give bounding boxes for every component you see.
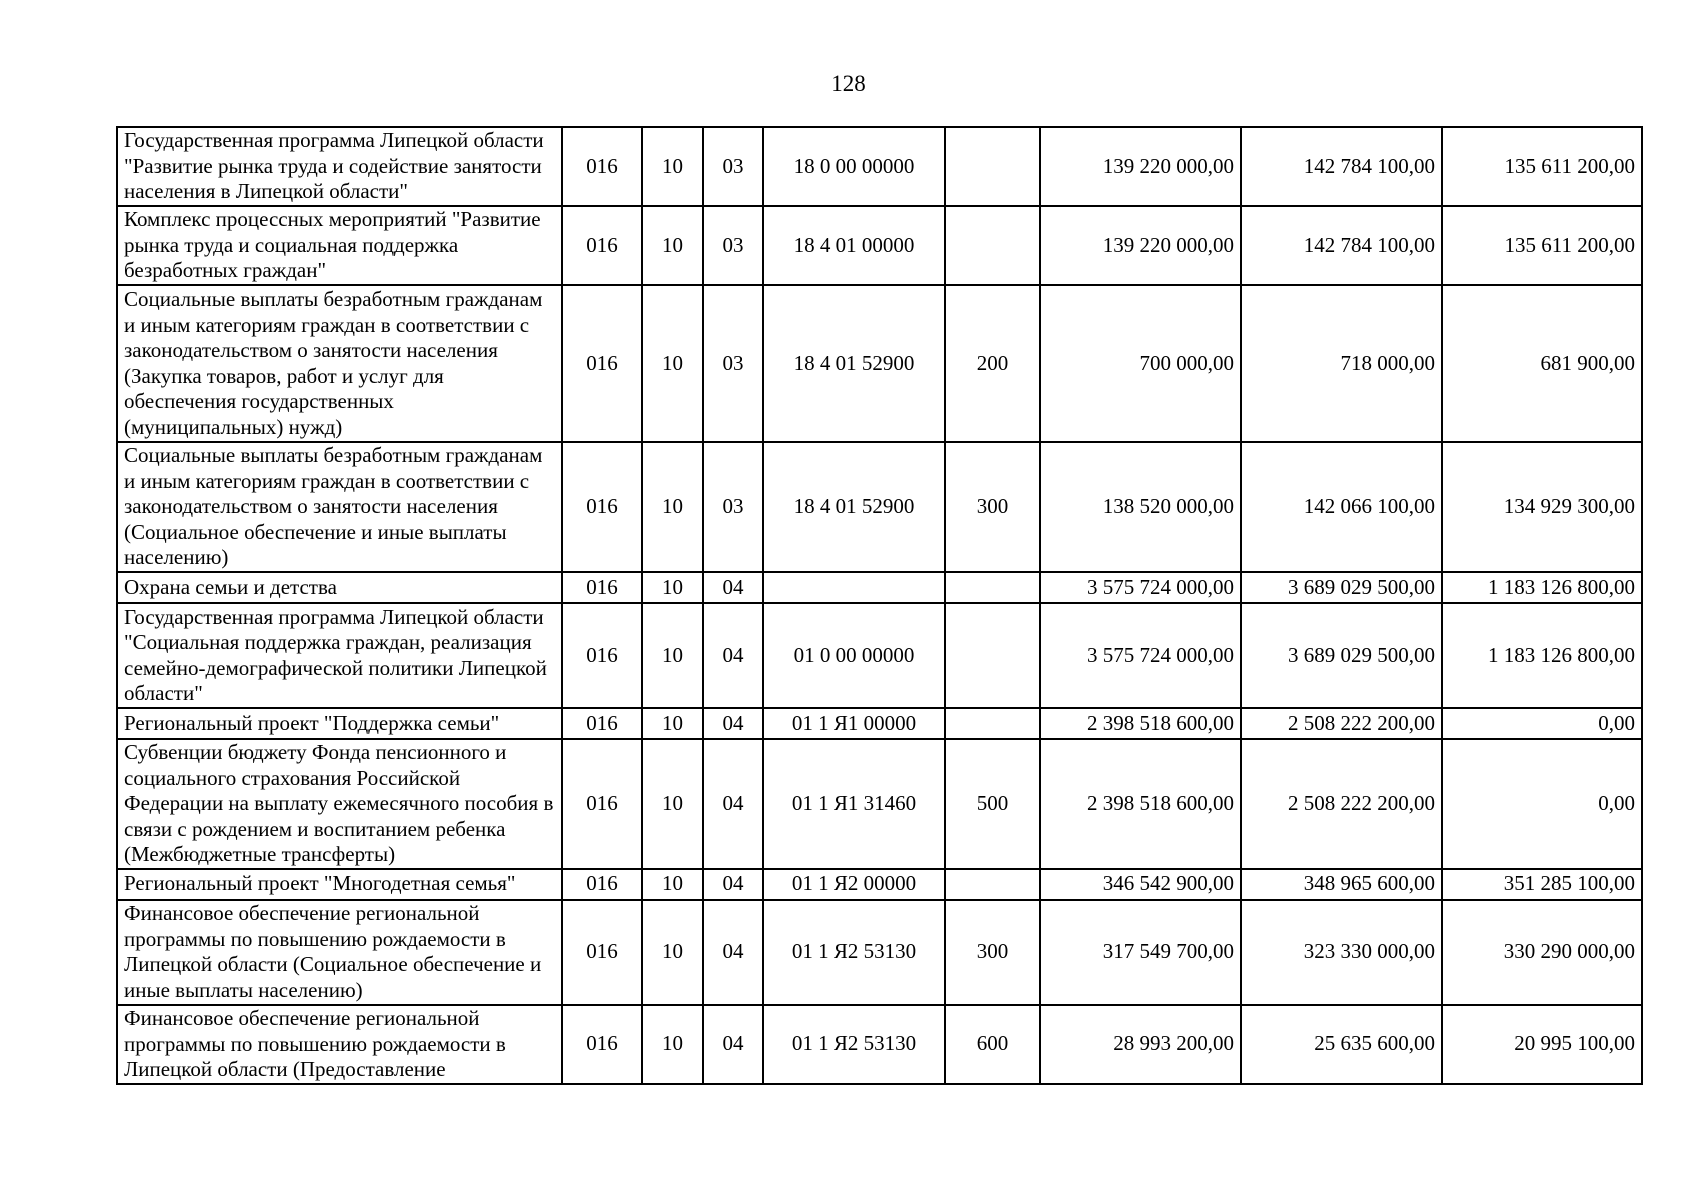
amount-year2-cell: 718 000,00: [1241, 285, 1442, 442]
target-article-cell: 18 4 01 52900: [763, 285, 945, 442]
subsection-code-cell: 03: [703, 206, 763, 285]
table-row: [117, 900, 1642, 1005]
table-row: [117, 708, 1642, 739]
page-number: 128: [831, 71, 866, 96]
section-code-cell: 10: [642, 708, 703, 739]
amount-year1-cell: 2 398 518 600,00: [1040, 708, 1241, 739]
section-code-cell: 10: [642, 572, 703, 603]
amount-year1-cell: 2 398 518 600,00: [1040, 739, 1241, 869]
expense-type-cell: 600: [945, 1005, 1040, 1084]
amount-year2-cell: 2 508 222 200,00: [1241, 708, 1442, 739]
table-row: [117, 442, 1642, 572]
budget-table: [116, 126, 1643, 1085]
section-code-cell: 10: [642, 739, 703, 869]
table-row: [117, 127, 1642, 206]
target-article-cell: 01 1 Я1 00000: [763, 708, 945, 739]
section-code-cell: 10: [642, 206, 703, 285]
section-code-cell: 10: [642, 442, 703, 572]
row-name-cell: Государственная программа Липецкой области "Развитие рынка труда и содействие занятости населения в Липецкой области": [117, 127, 562, 206]
target-article-cell: [763, 572, 945, 603]
ministry-code-cell: 016: [562, 442, 642, 572]
ministry-code-cell: 016: [562, 739, 642, 869]
amount-year2-cell: 348 965 600,00: [1241, 869, 1442, 900]
row-name-text: Финансовое обеспечение региональной программы по повышению рождаемости в Липецкой области (Предоставление: [124, 1006, 506, 1081]
amount-year3-cell: 330 290 000,00: [1442, 900, 1642, 1005]
target-article-cell: 01 1 Я1 31460: [763, 739, 945, 869]
amount-year1-cell: 3 575 724 000,00: [1040, 603, 1241, 708]
subsection-code-cell: 03: [703, 285, 763, 442]
subsection-code-cell: 04: [703, 869, 763, 900]
expense-type-cell: 500: [945, 739, 1040, 869]
ministry-code-cell: 016: [562, 603, 642, 708]
amount-year2-cell: 2 508 222 200,00: [1241, 739, 1442, 869]
amount-year1-cell: 139 220 000,00: [1040, 206, 1241, 285]
amount-year2-cell: 25 635 600,00: [1241, 1005, 1442, 1084]
row-name-cell: Социальные выплаты безработным гражданам и иным категориям граждан в соответствии с законодательством о занятости населения (Социальное обеспечение и иные выплаты населению): [117, 442, 562, 572]
amount-year2-cell: 323 330 000,00: [1241, 900, 1442, 1005]
amount-year2-cell: 3 689 029 500,00: [1241, 572, 1442, 603]
subsection-code-cell: 04: [703, 900, 763, 1005]
amount-year3-cell: 351 285 100,00: [1442, 869, 1642, 900]
amount-year1-cell: 138 520 000,00: [1040, 442, 1241, 572]
amount-year3-cell: 0,00: [1442, 739, 1642, 869]
row-name-cell: Комплекс процессных мероприятий "Развитие рынка труда и социальная поддержка безработных граждан": [117, 206, 562, 285]
ministry-code-cell: 016: [562, 572, 642, 603]
subsection-code-cell: 04: [703, 1005, 763, 1084]
table-row: [117, 1005, 1642, 1084]
subsection-code-cell: 03: [703, 127, 763, 206]
amount-year3-cell: 0,00: [1442, 708, 1642, 739]
amount-year3-cell: 20 995 100,00: [1442, 1005, 1642, 1084]
expense-type-cell: 300: [945, 442, 1040, 572]
target-article-cell: 01 1 Я2 53130: [763, 1005, 945, 1084]
amount-year1-cell: 700 000,00: [1040, 285, 1241, 442]
ministry-code-cell: 016: [562, 206, 642, 285]
expense-type-cell: 200: [945, 285, 1040, 442]
expense-type-cell: [945, 572, 1040, 603]
amount-year1-cell: 139 220 000,00: [1040, 127, 1241, 206]
section-code-cell: 10: [642, 869, 703, 900]
ministry-code-cell: 016: [562, 900, 642, 1005]
subsection-code-cell: 04: [703, 572, 763, 603]
amount-year3-cell: 135 611 200,00: [1442, 206, 1642, 285]
row-name-cell: Государственная программа Липецкой области "Социальная поддержка граждан, реализация семейно-демографической политики Липецкой области": [117, 603, 562, 708]
table-row: [117, 739, 1642, 869]
ministry-code-cell: 016: [562, 285, 642, 442]
amount-year1-cell: 317 549 700,00: [1040, 900, 1241, 1005]
amount-year2-cell: 142 066 100,00: [1241, 442, 1442, 572]
amount-year1-cell: 28 993 200,00: [1040, 1005, 1241, 1084]
amount-year3-cell: 134 929 300,00: [1442, 442, 1642, 572]
subsection-code-cell: 04: [703, 708, 763, 739]
table-row: [117, 206, 1642, 285]
expense-type-cell: [945, 708, 1040, 739]
target-article-cell: 01 1 Я2 53130: [763, 900, 945, 1005]
expense-type-cell: 300: [945, 900, 1040, 1005]
table-row: [117, 572, 1642, 603]
expense-type-cell: [945, 603, 1040, 708]
subsection-code-cell: 03: [703, 442, 763, 572]
section-code-cell: 10: [642, 1005, 703, 1084]
ministry-code-cell: 016: [562, 1005, 642, 1084]
amount-year1-cell: 3 575 724 000,00: [1040, 572, 1241, 603]
section-code-cell: 10: [642, 603, 703, 708]
section-code-cell: 10: [642, 900, 703, 1005]
amount-year2-cell: 142 784 100,00: [1241, 127, 1442, 206]
expense-type-cell: [945, 127, 1040, 206]
target-article-cell: 01 1 Я2 00000: [763, 869, 945, 900]
amount-year2-cell: 142 784 100,00: [1241, 206, 1442, 285]
amount-year3-cell: 681 900,00: [1442, 285, 1642, 442]
amount-year1-cell: 346 542 900,00: [1040, 869, 1241, 900]
expense-type-cell: [945, 869, 1040, 900]
table-row: [117, 603, 1642, 708]
target-article-cell: 18 0 00 00000: [763, 127, 945, 206]
section-code-cell: 10: [642, 127, 703, 206]
ministry-code-cell: 016: [562, 708, 642, 739]
target-article-cell: 18 4 01 00000: [763, 206, 945, 285]
table-body: [117, 127, 1642, 1084]
row-name-cell: Субвенции бюджету Фонда пенсионного и социального страхования Российской Федерации на выплату ежемесячного пособия в связи с рождением и воспитанием ребенка (Межбюджетные трансферты): [117, 739, 562, 869]
amount-year2-cell: 3 689 029 500,00: [1241, 603, 1442, 708]
target-article-cell: 18 4 01 52900: [763, 442, 945, 572]
row-name-cell: Охрана семьи и детства: [117, 572, 562, 603]
row-name-cell: Финансовое обеспечение региональной программы по повышению рождаемости в Липецкой области (Социальное обеспечение и иные выплаты населению): [117, 900, 562, 1005]
row-name-cell: [117, 1005, 562, 1084]
amount-year3-cell: 1 183 126 800,00: [1442, 572, 1642, 603]
row-name-cell: Социальные выплаты безработным гражданам и иным категориям граждан в соответствии с законодательством о занятости населения (Закупка товаров, работ и услуг для обеспечения государственных (муниципальных) нужд): [117, 285, 562, 442]
subsection-code-cell: 04: [703, 603, 763, 708]
subsection-code-cell: 04: [703, 739, 763, 869]
row-name-cell: Региональный проект "Многодетная семья": [117, 869, 562, 900]
expense-type-cell: [945, 206, 1040, 285]
amount-year3-cell: 1 183 126 800,00: [1442, 603, 1642, 708]
table-row: [117, 869, 1642, 900]
target-article-cell: 01 0 00 00000: [763, 603, 945, 708]
row-name-cell: Региональный проект "Поддержка семьи": [117, 708, 562, 739]
section-code-cell: 10: [642, 285, 703, 442]
amount-year3-cell: 135 611 200,00: [1442, 127, 1642, 206]
ministry-code-cell: 016: [562, 127, 642, 206]
table-row: [117, 285, 1642, 442]
ministry-code-cell: 016: [562, 869, 642, 900]
